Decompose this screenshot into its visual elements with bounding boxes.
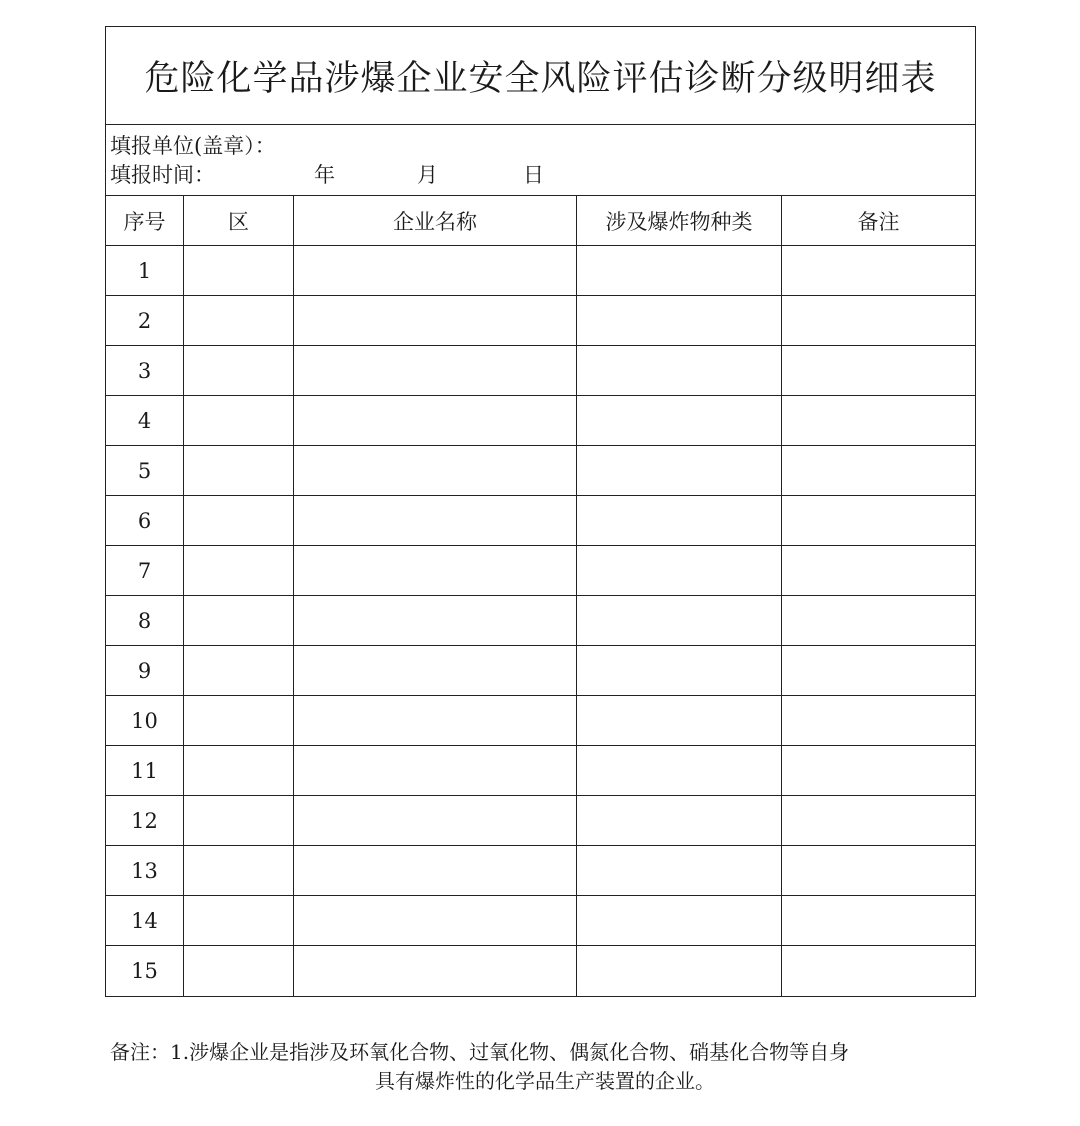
- row-explosive-type-cell[interactable]: [577, 896, 782, 946]
- row-district-cell[interactable]: [184, 696, 294, 746]
- row-district-cell[interactable]: [184, 896, 294, 946]
- row-company-name-cell[interactable]: [294, 896, 577, 946]
- fill-unit-line: [110, 132, 975, 161]
- row-remarks-cell[interactable]: [782, 296, 975, 346]
- row-district-cell[interactable]: [184, 596, 294, 646]
- row-explosive-type-cell[interactable]: [577, 496, 782, 546]
- row-explosive-type-cell[interactable]: [577, 946, 782, 996]
- row-serial-cell: 2: [106, 296, 184, 346]
- form-sheet: [105, 26, 976, 997]
- row-company-name-cell[interactable]: [294, 846, 577, 896]
- header-district: 区: [184, 196, 294, 246]
- row-district-cell[interactable]: [184, 796, 294, 846]
- fill-unit-label: 填报单位(盖章）：: [110, 134, 276, 158]
- row-serial-cell: 12: [106, 796, 184, 846]
- row-remarks-cell[interactable]: [782, 796, 975, 846]
- row-explosive-type-cell[interactable]: [577, 646, 782, 696]
- row-explosive-type-cell[interactable]: [577, 846, 782, 896]
- row-district-cell[interactable]: [184, 296, 294, 346]
- row-company-name-cell[interactable]: [294, 346, 577, 396]
- header-company-name: 企业名称: [294, 196, 577, 246]
- row-serial-cell: 15: [106, 946, 184, 996]
- row-remarks-cell[interactable]: [782, 496, 975, 546]
- row-district-cell[interactable]: [184, 346, 294, 396]
- year-label: 年: [314, 163, 335, 187]
- form-info: [106, 125, 975, 196]
- row-remarks-cell[interactable]: [782, 846, 975, 896]
- row-district-cell[interactable]: [184, 846, 294, 896]
- row-explosive-type-cell[interactable]: [577, 346, 782, 396]
- detail-table: [106, 196, 975, 996]
- row-remarks-cell[interactable]: [782, 346, 975, 396]
- footnote-line-2: 具有爆炸性的化学品生产装置的企业。: [375, 1069, 715, 1093]
- row-remarks-cell[interactable]: [782, 546, 975, 596]
- footnote: [110, 1038, 980, 1096]
- row-company-name-cell[interactable]: [294, 696, 577, 746]
- month-label: 月: [417, 163, 438, 187]
- row-company-name-cell[interactable]: [294, 546, 577, 596]
- row-explosive-type-cell[interactable]: [577, 396, 782, 446]
- row-explosive-type-cell[interactable]: [577, 546, 782, 596]
- row-remarks-cell[interactable]: [782, 646, 975, 696]
- row-explosive-type-cell[interactable]: [577, 746, 782, 796]
- row-serial-cell: 13: [106, 846, 184, 896]
- row-company-name-cell[interactable]: [294, 796, 577, 846]
- form-title: 危险化学品涉爆企业安全风险评估诊断分级明细表: [106, 27, 975, 125]
- row-explosive-type-cell[interactable]: [577, 246, 782, 296]
- row-district-cell[interactable]: [184, 496, 294, 546]
- row-serial-cell: 10: [106, 696, 184, 746]
- row-remarks-cell[interactable]: [782, 246, 975, 296]
- row-serial-cell: 4: [106, 396, 184, 446]
- row-district-cell[interactable]: [184, 646, 294, 696]
- row-company-name-cell[interactable]: [294, 446, 577, 496]
- row-serial-cell: 9: [106, 646, 184, 696]
- row-company-name-cell[interactable]: [294, 496, 577, 546]
- row-remarks-cell[interactable]: [782, 746, 975, 796]
- row-remarks-cell[interactable]: [782, 696, 975, 746]
- fill-time-line: [110, 161, 975, 190]
- footnote-line-1: 备注：1.涉爆企业是指涉及环氧化合物、过氧化物、偶氮化合物、硝基化合物等自身: [110, 1040, 850, 1064]
- row-district-cell[interactable]: [184, 246, 294, 296]
- row-serial-cell: 14: [106, 896, 184, 946]
- row-serial-cell: 8: [106, 596, 184, 646]
- row-serial-cell: 1: [106, 246, 184, 296]
- row-company-name-cell[interactable]: [294, 246, 577, 296]
- row-remarks-cell[interactable]: [782, 596, 975, 646]
- row-explosive-type-cell[interactable]: [577, 696, 782, 746]
- row-district-cell[interactable]: [184, 396, 294, 446]
- row-serial-cell: 6: [106, 496, 184, 546]
- row-company-name-cell[interactable]: [294, 646, 577, 696]
- row-serial-cell: 5: [106, 446, 184, 496]
- row-company-name-cell[interactable]: [294, 746, 577, 796]
- row-remarks-cell[interactable]: [782, 896, 975, 946]
- header-serial: 序号: [106, 196, 184, 246]
- row-company-name-cell[interactable]: [294, 946, 577, 996]
- fill-time-label: 填报时间：: [110, 163, 215, 187]
- row-company-name-cell[interactable]: [294, 596, 577, 646]
- row-explosive-type-cell[interactable]: [577, 796, 782, 846]
- header-explosive-type: 涉及爆炸物种类: [577, 196, 782, 246]
- row-explosive-type-cell[interactable]: [577, 446, 782, 496]
- day-label: 日: [523, 163, 544, 187]
- row-district-cell[interactable]: [184, 446, 294, 496]
- row-remarks-cell[interactable]: [782, 946, 975, 996]
- row-company-name-cell[interactable]: [294, 396, 577, 446]
- row-remarks-cell[interactable]: [782, 396, 975, 446]
- row-serial-cell: 7: [106, 546, 184, 596]
- row-remarks-cell[interactable]: [782, 446, 975, 496]
- row-serial-cell: 11: [106, 746, 184, 796]
- row-district-cell[interactable]: [184, 546, 294, 596]
- row-district-cell[interactable]: [184, 746, 294, 796]
- row-district-cell[interactable]: [184, 946, 294, 996]
- row-serial-cell: 3: [106, 346, 184, 396]
- row-explosive-type-cell[interactable]: [577, 596, 782, 646]
- header-remarks: 备注: [782, 196, 975, 246]
- row-explosive-type-cell[interactable]: [577, 296, 782, 346]
- row-company-name-cell[interactable]: [294, 296, 577, 346]
